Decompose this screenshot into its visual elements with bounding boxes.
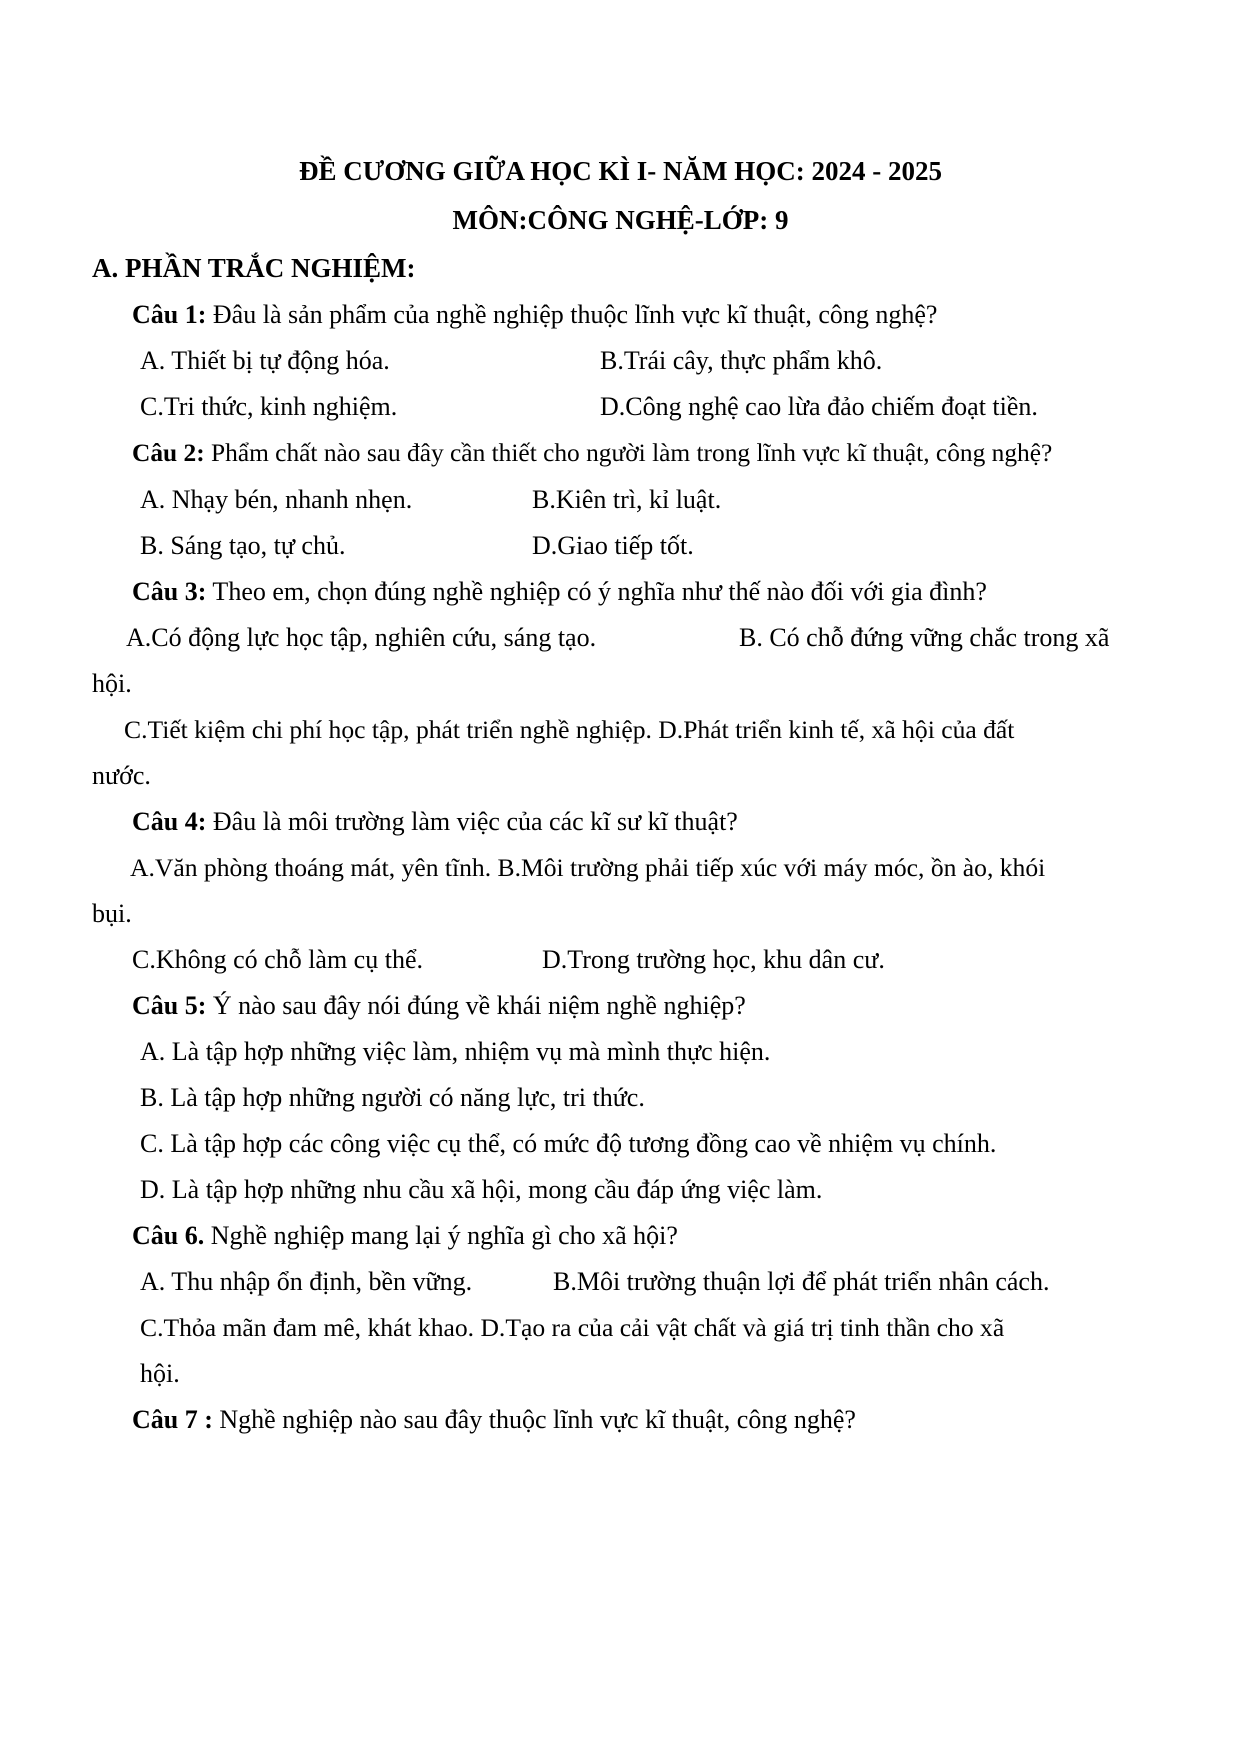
question-1-label: Câu 1: — [132, 300, 207, 329]
question-1-option-b: B.Trái cây, thực phẩm khô. — [600, 346, 883, 375]
question-1-text: Đâu là sản phẩm của nghề nghiệp thuộc lĩnh vực kĩ thuật, công nghệ? — [206, 300, 938, 329]
question-1-option-c: C.Tri thức, kinh nghiệm. — [140, 392, 398, 421]
question-3-text: Theo em, chọn đúng nghề nghiệp có ý nghĩa như thế nào đối với gia đình? — [206, 577, 987, 606]
question-2-option-b: B.Kiên trì, kỉ luật. — [532, 485, 722, 514]
question-4-label: Câu 4: — [132, 807, 207, 836]
question-3-label: Câu 3: — [132, 577, 207, 606]
question-2-label: Câu 2: — [132, 439, 205, 467]
question-3-option-b: B. Có chỗ đứng vững chắc trong xã — [739, 623, 1110, 652]
question-6-option-a: A. Thu nhập ổn định, bền vững. — [140, 1267, 473, 1296]
question-6-option-b: B.Môi trường thuận lợi để phát triển nhân cách. — [553, 1267, 1050, 1296]
question-7-label: Câu 7 : — [132, 1405, 213, 1434]
question-5-text: Ý nào sau đây nói đúng về khái niệm nghề nghiệp? — [206, 991, 746, 1020]
question-3-option-d-continued: nước. — [92, 761, 151, 790]
question-4 — [132, 806, 738, 838]
question-2-option-d: D.Giao tiếp tốt. — [532, 531, 694, 560]
question-6 — [132, 1220, 678, 1252]
question-5-label: Câu 5: — [132, 991, 207, 1020]
question-4-options-a-b: A.Văn phòng thoáng mát, yên tĩnh. B.Môi trường phải tiếp xúc với máy móc, ồn ào, khói — [130, 853, 1046, 882]
question-1 — [132, 299, 937, 331]
question-3-options-c-d: C.Tiết kiệm chi phí học tập, phát triển nghề nghiệp. D.Phát triển kinh tế, xã hội của đất — [124, 715, 1015, 744]
question-5-option-b: B. Là tập hợp những người có năng lực, tri thức. — [140, 1083, 645, 1112]
question-2 — [132, 437, 1052, 469]
question-3 — [132, 576, 987, 608]
question-5 — [132, 990, 746, 1022]
question-5-option-c: C. Là tập hợp các công việc cụ thể, có mức độ tương đồng cao về nhiệm vụ chính. — [140, 1129, 997, 1158]
section-a-heading: A. PHẦN TRẮC NGHIỆM: — [92, 253, 416, 283]
question-1-option-d: D.Công nghệ cao lừa đảo chiếm đoạt tiền. — [600, 392, 1038, 421]
question-6-label: Câu 6. — [132, 1221, 205, 1250]
question-7-text: Nghề nghiệp nào sau đây thuộc lĩnh vực kĩ thuật, công nghệ? — [212, 1405, 856, 1434]
question-1-option-a: A. Thiết bị tự động hóa. — [140, 346, 390, 375]
question-5-option-a: A. Là tập hợp những việc làm, nhiệm vụ mà mình thực hiện. — [140, 1037, 771, 1066]
question-7 — [132, 1404, 856, 1436]
question-4-text: Đâu là môi trường làm việc của các kĩ sư kĩ thuật? — [206, 807, 738, 836]
question-2-option-c: B. Sáng tạo, tự chủ. — [140, 531, 346, 560]
question-6-options-c-d: C.Thỏa mãn đam mê, khát khao. D.Tạo ra của cải vật chất và giá trị tinh thần cho xã — [140, 1313, 1005, 1342]
document-title: ĐỀ CƯƠNG GIỮA HỌC KÌ I- NĂM HỌC: 2024 - 2025 — [299, 156, 942, 186]
question-6-option-d-continued: hội. — [140, 1359, 180, 1388]
question-2-option-a: A. Nhạy bén, nhanh nhẹn. — [140, 485, 413, 514]
question-3-option-a: A.Có động lực học tập, nghiên cứu, sáng tạo. — [126, 623, 597, 652]
question-3-option-b-continued: hội. — [92, 669, 132, 698]
question-2-text: Phẩm chất nào sau đây cần thiết cho người làm trong lĩnh vực kĩ thuật, công nghệ? — [204, 439, 1053, 467]
document-subtitle: MÔN:CÔNG NGHỆ-LỚP: 9 — [452, 205, 789, 235]
question-4-option-d: D.Trong trường học, khu dân cư. — [542, 945, 885, 974]
question-5-option-d: D. Là tập hợp những nhu cầu xã hội, mong cầu đáp ứng việc làm. — [140, 1175, 823, 1204]
question-4-option-c: C.Không có chỗ làm cụ thể. — [132, 945, 423, 974]
question-4-option-b-continued: bụi. — [92, 899, 132, 928]
question-6-text: Nghề nghiệp mang lại ý nghĩa gì cho xã hội? — [204, 1221, 678, 1250]
